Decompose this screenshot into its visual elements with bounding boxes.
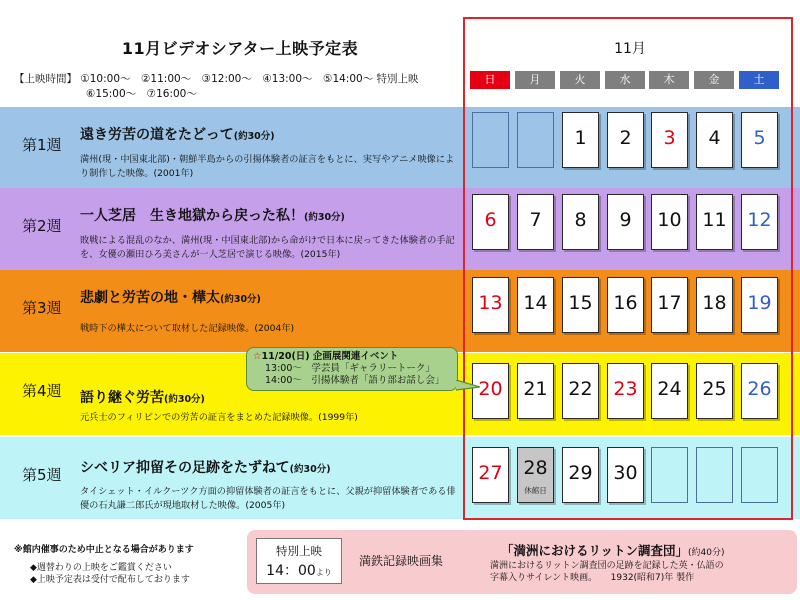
film-title-text: シベリア抑留その足跡をたずねて xyxy=(80,460,290,476)
day-cell-19 xyxy=(741,277,778,333)
day-number: 4 xyxy=(708,127,721,149)
film-title xyxy=(80,457,331,477)
screening-times-line1: 【上映時間】 ①10:00～ ②11:00～ ③12:00～ ④13:00～ ⑤14:00～ 特別上映 xyxy=(14,73,419,85)
day-cell-11 xyxy=(696,194,733,250)
day-cell-27 xyxy=(472,447,509,503)
day-number: 15 xyxy=(568,292,593,314)
film-title-text: 一人芝居 生き地獄から戻った私！ xyxy=(80,208,304,224)
day-number: 24 xyxy=(657,378,682,400)
film-description: 元兵士のフィリピンでの労苦の証言をまとめた記録映像。(1999年) xyxy=(80,412,358,423)
day-number: 22 xyxy=(568,378,593,400)
special-time: 14：00 xyxy=(266,563,316,579)
calendar-month: 11月 xyxy=(614,41,646,57)
weekday-1: 月 xyxy=(515,71,555,89)
day-number: 26 xyxy=(747,378,772,400)
day-number: 6 xyxy=(484,209,497,231)
day-number: 25 xyxy=(702,378,727,400)
notice-item: ◆上映予定表は受付で配布しております xyxy=(30,575,190,585)
week-label: 第5週 xyxy=(22,466,62,484)
notice-item: ◆週替わりの上映をご鑑賞ください xyxy=(30,563,172,573)
day-number: 5 xyxy=(753,127,766,149)
day-cell-18 xyxy=(696,277,733,333)
week-label: 第2週 xyxy=(22,217,62,235)
notice-list xyxy=(30,562,190,586)
special-time-suffix: より xyxy=(315,568,332,577)
film-title-text: 悲劇と労苦の地・樺太 xyxy=(80,290,220,306)
day-cell-24 xyxy=(651,363,688,419)
day-cell-15 xyxy=(562,277,599,333)
weekday-0: 日 xyxy=(470,71,510,89)
day-cell-25 xyxy=(696,363,733,419)
day-number: 21 xyxy=(523,378,548,400)
day-cell-12 xyxy=(741,194,778,250)
film-title xyxy=(80,387,205,407)
day-number: 11 xyxy=(702,209,727,231)
screening-times xyxy=(14,72,464,102)
day-number: 29 xyxy=(568,462,593,484)
day-cell-9 xyxy=(607,194,644,250)
empty-day-cell xyxy=(472,112,509,168)
day-number: 17 xyxy=(657,292,682,314)
day-number: 23 xyxy=(613,378,638,400)
day-cell-2 xyxy=(607,112,644,168)
weekday-4: 木 xyxy=(649,71,689,89)
day-number: 8 xyxy=(574,209,587,231)
empty-day-cell xyxy=(741,447,778,503)
film-title-text: 語り継ぐ労苦 xyxy=(80,390,164,406)
day-cell-7 xyxy=(517,194,554,250)
page-title: 11月ビデオシアター上映予定表 xyxy=(121,39,359,58)
day-cell-22 xyxy=(562,363,599,419)
empty-day-cell xyxy=(517,112,554,168)
day-cell-14 xyxy=(517,277,554,333)
film-duration: (約30分) xyxy=(304,212,345,223)
series-name: 満鉄記録映画集 xyxy=(359,554,444,568)
day-cell-3 xyxy=(651,112,688,168)
day-number: 16 xyxy=(613,292,638,314)
day-number: 7 xyxy=(529,209,542,231)
weekday-5: 金 xyxy=(694,71,734,89)
day-number: 14 xyxy=(523,292,548,314)
film-title xyxy=(80,287,261,307)
day-number: 28 xyxy=(523,457,548,479)
day-cell-6 xyxy=(472,194,509,250)
star-icon: ☆ xyxy=(253,351,262,362)
special-label: 特別上映 xyxy=(276,544,322,558)
day-number: 19 xyxy=(747,292,772,314)
weekday-3: 水 xyxy=(605,71,645,89)
special-film-desc-line: 字幕入りサイレント映画。 1932(昭和7)年 製作 xyxy=(490,573,695,583)
day-cell-17 xyxy=(651,277,688,333)
day-number: 30 xyxy=(613,462,638,484)
day-cell-26 xyxy=(741,363,778,419)
film-duration: (約30分) xyxy=(233,131,275,142)
film-description: タイシェット・イルクーツク方面の抑留体験者の証言をもとに、父親が抑留体験者である俳優の石丸謙二郎氏が現地取材した映像。(2005年) xyxy=(80,486,456,511)
day-cell-8 xyxy=(562,194,599,250)
day-cell-23 xyxy=(607,363,644,419)
day-cell-10 xyxy=(651,194,688,250)
film-description: 敗戦による混乱のなか、満州(現・中国東北部)から命がけで日本に戻ってきた体験者の手記を、女優の瀬田ひろ美さんが一人芝居で演じる映像。(2015年) xyxy=(80,235,455,260)
day-number: 12 xyxy=(747,209,772,231)
closed-label: 休館日 xyxy=(524,486,547,495)
day-cell-21 xyxy=(517,363,554,419)
calendar-frame xyxy=(463,17,793,520)
film-title xyxy=(80,124,275,144)
day-cell-13 xyxy=(472,277,509,333)
event-line: 14:00～ 引揚体験者「語り部お話し会」 xyxy=(265,375,445,386)
film-duration: (約30分) xyxy=(289,464,331,475)
day-cell-16 xyxy=(607,277,644,333)
day-number: 2 xyxy=(619,127,632,149)
week-label: 第4週 xyxy=(22,382,62,400)
day-cell-4 xyxy=(696,112,733,168)
film-duration: (約30分) xyxy=(220,294,261,305)
special-screening-badge xyxy=(256,538,342,584)
event-line: 13:00～ 学芸員「ギャラリートーク」 xyxy=(265,363,435,374)
day-cell-30 xyxy=(607,447,644,503)
day-number: 9 xyxy=(619,209,632,231)
film-description: 戦時下の樺太について取材した記録映像。(2004年) xyxy=(80,323,295,334)
film-title xyxy=(80,205,345,225)
event-callout xyxy=(246,347,458,391)
weekday-2: 火 xyxy=(560,71,600,89)
callout-pointer-icon xyxy=(456,380,480,392)
event-title-text: 11/20(日) 企画展関連イベント xyxy=(261,351,399,362)
day-number: 1 xyxy=(574,127,587,149)
cancellation-note: ※館内催事のため中止となる場合があります xyxy=(14,545,194,555)
day-number: 20 xyxy=(478,378,503,400)
screening-times-line2: ⑥15:00～ ⑦16:00～ xyxy=(86,88,197,100)
day-number: 18 xyxy=(702,292,727,314)
film-description: 満州(現・中国東北部)・朝鮮半島からの引揚体験者の証言をもとに、実写やアニメ映像により制作した映像。(2001年) xyxy=(80,154,455,179)
film-title-text: 遠き労苦の道をたどって xyxy=(80,127,234,143)
day-cell-29 xyxy=(562,447,599,503)
week-label: 第1週 xyxy=(22,136,62,154)
empty-day-cell xyxy=(696,447,733,503)
day-number: 10 xyxy=(657,209,682,231)
special-film-duration: (約40分) xyxy=(688,548,725,558)
week-label: 第3週 xyxy=(22,299,62,317)
weekday-6: 土 xyxy=(739,71,779,89)
special-film-title xyxy=(501,541,725,559)
film-duration: (約30分) xyxy=(164,394,205,405)
empty-day-cell xyxy=(651,447,688,503)
day-number: 13 xyxy=(478,292,503,314)
day-cell-28 xyxy=(517,447,554,503)
special-film-desc-line: 満洲におけるリットン調査団の足跡を記録した英・仏語の xyxy=(490,561,724,571)
day-cell-1 xyxy=(562,112,599,168)
special-film-title-text: 「満洲におけるリットン調査団」 xyxy=(501,543,689,558)
day-number: 3 xyxy=(663,127,676,149)
day-cell-5 xyxy=(741,112,778,168)
event-title xyxy=(253,351,451,363)
day-number: 27 xyxy=(478,462,503,484)
special-film-description xyxy=(490,560,790,584)
